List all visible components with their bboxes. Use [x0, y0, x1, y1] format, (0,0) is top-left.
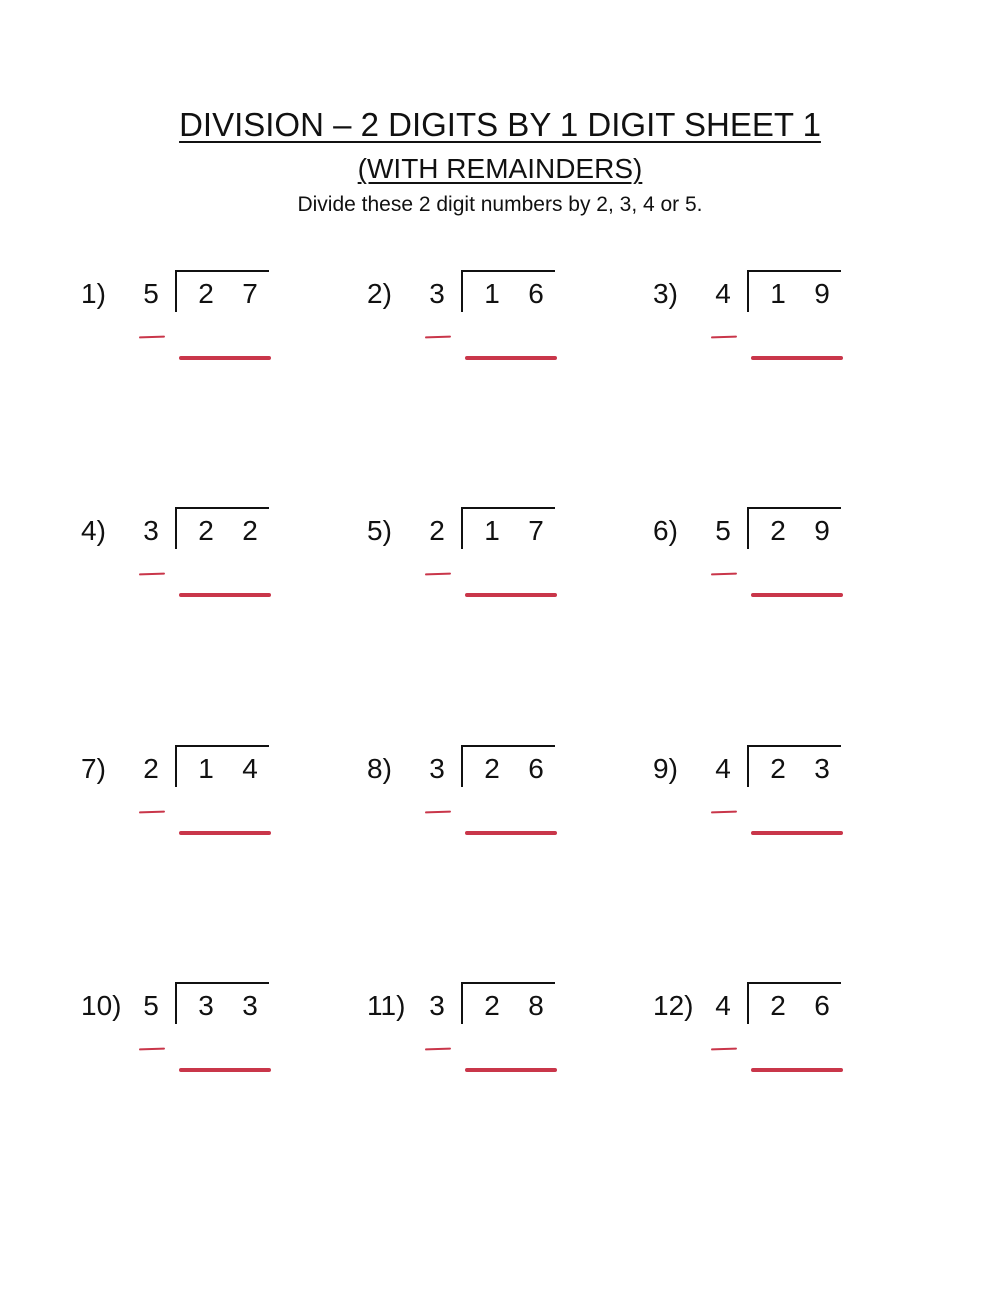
division-problem — [653, 270, 933, 380]
divisor-underline-mark — [425, 1048, 451, 1051]
divisor-underline-mark — [139, 1048, 165, 1051]
divisor-underline-mark — [711, 336, 737, 339]
dividend-ones: 7 — [242, 278, 258, 309]
division-problem — [367, 270, 647, 380]
division-problem — [81, 982, 361, 1092]
answer-underline-mark — [179, 1068, 271, 1072]
divisor: 4 — [715, 278, 731, 309]
divisor-underline-mark — [711, 811, 737, 814]
divisor: 2 — [143, 753, 159, 784]
divisor: 4 — [715, 990, 731, 1021]
divisor: 3 — [429, 753, 445, 784]
divisor-underline-mark — [139, 573, 165, 576]
answer-underline-mark — [751, 831, 843, 835]
divisor: 4 — [715, 753, 731, 784]
division-problem — [81, 745, 361, 855]
division-problem — [653, 982, 933, 1092]
divisor: 5 — [143, 278, 159, 309]
divisor: 3 — [143, 515, 159, 546]
division-problem — [653, 745, 933, 855]
dividend-tens: 1 — [484, 278, 500, 309]
problem-number: 4) — [81, 515, 106, 546]
division-problem — [653, 507, 933, 617]
problem-number: 9) — [653, 753, 678, 784]
answer-underline-mark — [465, 831, 557, 835]
dividend-tens: 2 — [770, 515, 786, 546]
problem-number: 8) — [367, 753, 392, 784]
dividend-ones: 3 — [814, 753, 830, 784]
problem-number: 11) — [367, 990, 406, 1021]
divisor-underline-mark — [711, 573, 737, 576]
divisor: 3 — [429, 278, 445, 309]
divisor-underline-mark — [425, 336, 451, 339]
division-problem — [367, 745, 647, 855]
divisor-underline-mark — [139, 336, 165, 339]
problem-number: 2) — [367, 278, 392, 309]
divisor: 5 — [143, 990, 159, 1021]
dividend-ones: 3 — [242, 990, 258, 1021]
dividend-ones: 6 — [528, 753, 544, 784]
problem-number: 7) — [81, 753, 106, 784]
problem-number: 10) — [81, 990, 122, 1021]
dividend-ones: 7 — [528, 515, 544, 546]
dividend-tens: 1 — [770, 278, 786, 309]
problem-number: 1) — [81, 278, 106, 309]
dividend-tens: 2 — [198, 278, 214, 309]
divisor: 2 — [429, 515, 445, 546]
divisor-underline-mark — [425, 811, 451, 814]
answer-underline-mark — [179, 831, 271, 835]
divisor-underline-mark — [425, 573, 451, 576]
dividend-ones: 6 — [814, 990, 830, 1021]
problem-number: 5) — [367, 515, 392, 546]
answer-underline-mark — [751, 1068, 843, 1072]
division-problem — [81, 270, 361, 380]
problem-number: 6) — [653, 515, 678, 546]
divisor: 3 — [429, 990, 445, 1021]
answer-underline-mark — [179, 356, 271, 360]
answer-underline-mark — [751, 356, 843, 360]
dividend-ones: 9 — [814, 515, 830, 546]
divisor: 5 — [715, 515, 731, 546]
worksheet-title: DIVISION – 2 DIGITS BY 1 DIGIT SHEET 1 — [179, 106, 821, 143]
dividend-tens: 2 — [484, 990, 500, 1021]
division-problem — [81, 507, 361, 617]
answer-underline-mark — [465, 1068, 557, 1072]
worksheet-instructions: Divide these 2 digit numbers by 2, 3, 4 or 5. — [297, 193, 703, 216]
dividend-tens: 1 — [198, 753, 214, 784]
answer-underline-mark — [465, 356, 557, 360]
divisor-underline-mark — [139, 811, 165, 814]
dividend-ones: 8 — [528, 990, 544, 1021]
dividend-ones: 9 — [814, 278, 830, 309]
dividend-ones: 6 — [528, 278, 544, 309]
answer-underline-mark — [465, 593, 557, 597]
worksheet-subtitle: (WITH REMAINDERS) — [357, 153, 643, 184]
dividend-tens: 2 — [770, 753, 786, 784]
divisor-underline-mark — [711, 1048, 737, 1051]
dividend-tens: 2 — [770, 990, 786, 1021]
dividend-ones: 2 — [242, 515, 258, 546]
dividend-tens: 1 — [484, 515, 500, 546]
division-problem — [367, 507, 647, 617]
problem-number: 12) — [653, 990, 694, 1021]
answer-underline-mark — [751, 593, 843, 597]
problem-number: 3) — [653, 278, 678, 309]
dividend-tens: 3 — [198, 990, 214, 1021]
dividend-ones: 4 — [242, 753, 258, 784]
answer-underline-mark — [179, 593, 271, 597]
division-problem — [367, 982, 647, 1092]
dividend-tens: 2 — [198, 515, 214, 546]
dividend-tens: 2 — [484, 753, 500, 784]
